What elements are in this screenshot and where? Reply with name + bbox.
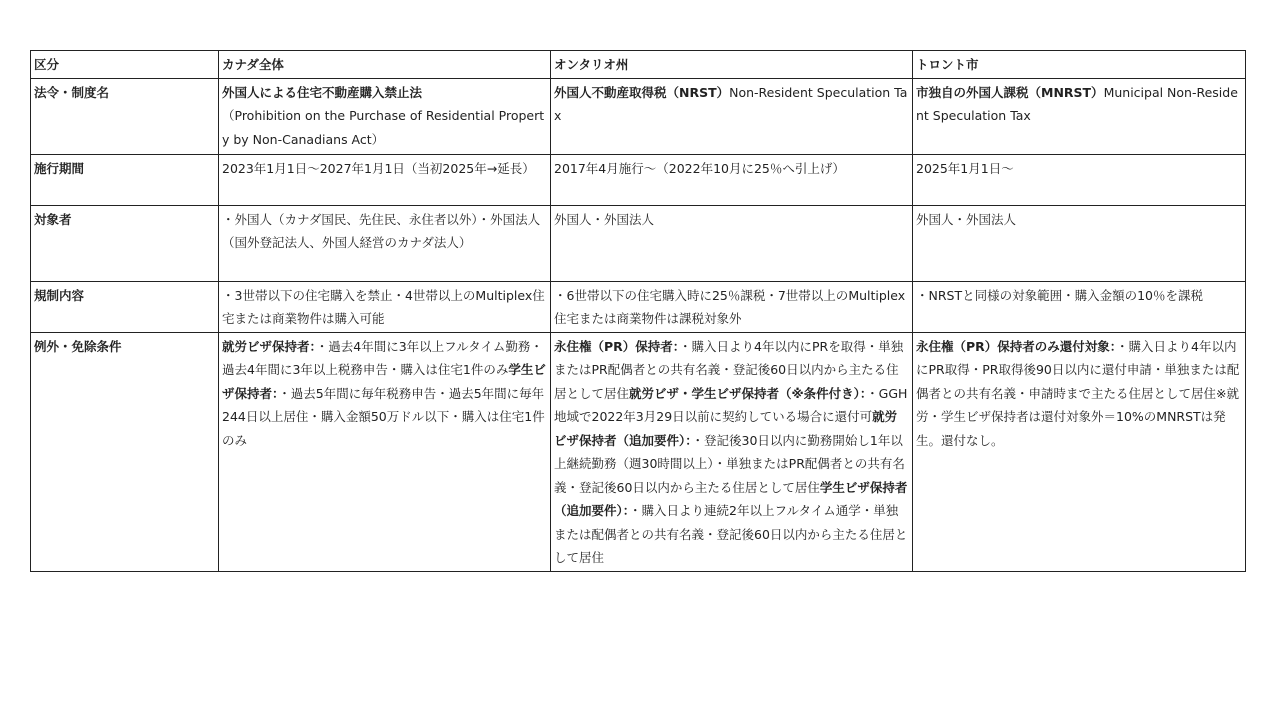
cell-toronto bbox=[913, 332, 1246, 571]
cell-ontario: ・6世帯以下の住宅購入時に25％課税・7世帯以上のMultiplex住宅または商業物件は課税対象外 bbox=[551, 281, 913, 332]
cell-ontario: 2017年4月施行～（2022年10月に25％へ引上げ） bbox=[551, 154, 913, 205]
cell-text: ・GGH地域で2022年3月29日以前に契約している場合に還付可 bbox=[554, 385, 908, 424]
cell-text: ・購入日より連続2年以上フルタイム通学・単独または配偶者との共有名義・登記後60日以内から主たる住居として居住 bbox=[554, 503, 908, 565]
cell-toronto: 2025年1月1日～ bbox=[913, 154, 1246, 205]
header-category: 区分 bbox=[31, 51, 219, 79]
cell-text: （Prohibition on the Purchase of Residential Property by Non-Canadians Act） bbox=[222, 108, 545, 147]
header-canada: カナダ全体 bbox=[219, 51, 551, 79]
cell-bold-text: 就労ビザ保持者： bbox=[222, 338, 316, 354]
cell-bold-text: 就労ビザ保持者（追加要件）： bbox=[554, 409, 898, 448]
cell-bold-text: 永住権（PR）保持者： bbox=[554, 338, 680, 354]
row-label: 施行期間 bbox=[31, 154, 219, 205]
header-toronto: トロント市 bbox=[913, 51, 1246, 79]
table-row bbox=[31, 154, 1246, 205]
cell-canada: ・外国人（カナダ国民、先住民、永住者以外）・外国法人（国外登記法人、外国人経営のカナダ法人） bbox=[219, 205, 551, 281]
cell-canada: 2023年1月1日～2027年1月1日（当初2025年→延長） bbox=[219, 154, 551, 205]
cell-canada: ・3世帯以下の住宅購入を禁止・4世帯以上のMultiplex住宅または商業物件は購入可能 bbox=[219, 281, 551, 332]
cell-text: ・過去5年間に毎年税務申告・過去5年間に毎年244日以上居住・購入金額50万ドル以下・購入は住宅1件のみ bbox=[222, 385, 545, 448]
cell-ontario bbox=[551, 78, 913, 154]
cell-bold-text: 就労ビザ・学生ビザ保持者（※条件付き）： bbox=[629, 385, 867, 401]
row-label: 法令・制度名 bbox=[31, 78, 219, 154]
row-label: 例外・免除条件 bbox=[31, 332, 219, 571]
table-row bbox=[31, 205, 1246, 281]
table-row bbox=[31, 281, 1246, 332]
cell-text: Municipal Non-Resident Speculation Tax bbox=[916, 84, 1238, 123]
cell-canada bbox=[219, 332, 551, 571]
cell-bold-text: 永住権（PR）保持者のみ還付対象： bbox=[916, 338, 1117, 354]
cell-toronto: ・NRSTと同様の対象範囲・購入金額の10％を課税 bbox=[913, 281, 1246, 332]
cell-bold-text: 学生ビザ保持者（追加要件）： bbox=[554, 479, 908, 518]
comparison-table bbox=[30, 50, 1246, 572]
cell-text: ・登記後30日以内に勤務開始し1年以上継続勤務（週30時間以上）・単独またはPR配偶者との共有名義・登記後60日以内から主たる住居として居住 bbox=[554, 432, 905, 495]
row-label: 対象者 bbox=[31, 205, 219, 281]
cell-bold-text: 外国人による住宅不動産購入禁止法 bbox=[222, 84, 423, 100]
cell-canada bbox=[219, 78, 551, 154]
table-row bbox=[31, 332, 1246, 571]
cell-text: ・購入日より4年以内にPRを取得・単独またはPR配偶者との共有名義・登記後60日以内から主たる住居として居住 bbox=[554, 338, 904, 401]
table-row bbox=[31, 78, 1246, 154]
cell-bold-text: 外国人不動産取得税（NRST） bbox=[554, 84, 730, 100]
header-ontario: オンタリオ州 bbox=[551, 51, 913, 79]
row-label: 規制内容 bbox=[31, 281, 219, 332]
cell-ontario: 外国人・外国法人 bbox=[551, 205, 913, 281]
cell-bold-text: 市独自の外国人課税（MNRST） bbox=[916, 84, 1104, 100]
cell-text: ・過去4年間に3年以上フルタイム勤務・過去4年間に3年以上税務申告・購入は住宅1件のみ bbox=[222, 338, 543, 377]
cell-toronto: 外国人・外国法人 bbox=[913, 205, 1246, 281]
cell-bold-text: 学生ビザ保持者： bbox=[222, 362, 546, 401]
cell-text: Non-Resident Speculation Tax bbox=[554, 84, 908, 123]
cell-ontario bbox=[551, 332, 913, 571]
header-row bbox=[31, 51, 1246, 79]
cell-text: ・購入日より4年以内にPR取得・PR取得後90日以内に還付申請・単独または配偶者との共有名義・申請時まで主たる住居として居住※就労・学生ビザ保持者は還付対象外＝10%のMNRSTは発生。還付なし。 bbox=[916, 338, 1240, 448]
cell-toronto bbox=[913, 78, 1246, 154]
